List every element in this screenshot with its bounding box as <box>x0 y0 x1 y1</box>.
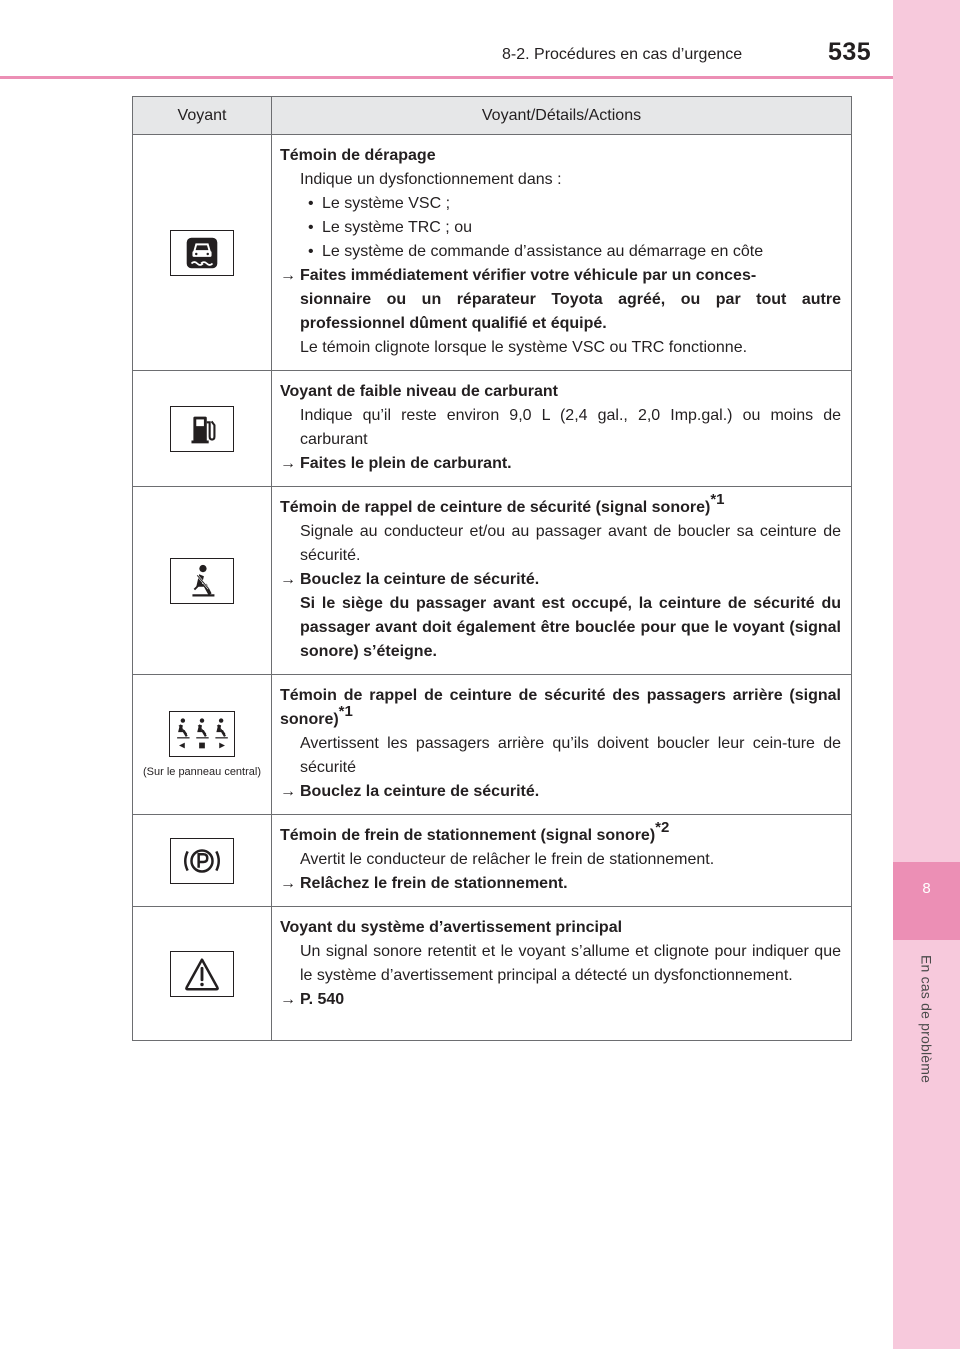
indicator-title: Voyant de faible niveau de carburant <box>280 383 558 400</box>
action-instruction <box>280 264 841 288</box>
indicator-description: Indique un dysfonctionnement dans : <box>300 171 562 188</box>
icon-cell <box>133 907 272 1041</box>
footnote-marker: *1 <box>338 703 353 720</box>
icon-cell <box>133 815 272 907</box>
arrow-icon: → <box>280 571 296 588</box>
table-row <box>133 487 852 675</box>
action-instruction <box>280 568 841 592</box>
action-continuation: Si le siège du passager avant est occupé, la ceinture de sécurité du passager avant doit également être bouclée pour que le voyant (signal sonore) s’éteigne. <box>300 595 841 660</box>
indicator-title: Voyant du système d’avertissement principal <box>280 919 623 936</box>
page-number: 535 <box>828 38 872 66</box>
list-item: • Le système VSC ; <box>280 192 841 216</box>
page-reference-link[interactable]: P. 540 <box>300 991 345 1008</box>
icon-cell <box>133 487 272 675</box>
chapter-label-text: En cas de problème <box>918 955 935 1084</box>
action-text: Faites immédiatement vérifier votre véhicule par un conces- <box>300 267 757 284</box>
arrow-icon: → <box>280 267 296 284</box>
column-header-details: Voyant/Détails/Actions <box>272 97 852 135</box>
table-row <box>133 815 852 907</box>
action-instruction <box>280 988 841 1012</box>
indicator-description: Signale au conducteur et/ou au passager avant de boucler sa ceinture de sécurité. <box>300 523 841 564</box>
indicator-title: Témoin de dérapage <box>280 147 436 164</box>
warning-triangle-icon <box>170 951 234 997</box>
indicator-description: Un signal sonore retentit et le voyant s’allume et clignote pour indiquer que le système d’avertissement principal a détecté un dysfonctionnement. <box>300 943 841 984</box>
parking-brake-icon <box>170 838 234 884</box>
details-cell <box>272 371 852 487</box>
action-instruction <box>280 872 841 896</box>
action-text: Bouclez la ceinture de sécurité. <box>300 571 540 588</box>
footnote-marker: *1 <box>710 491 725 508</box>
skid-indicator-icon <box>170 230 234 276</box>
icon-caption: (Sur le panneau central) <box>142 766 261 778</box>
footnote-marker: *2 <box>655 819 670 836</box>
indicator-title <box>280 684 841 732</box>
details-cell <box>272 815 852 907</box>
side-band <box>893 0 960 1349</box>
section-title: 8-2. Procédures en cas d’urgence <box>502 46 743 63</box>
seatbelt-icon <box>170 558 234 604</box>
table-row <box>133 135 852 371</box>
indicator-table <box>132 96 852 1041</box>
arrow-icon: → <box>280 783 296 800</box>
arrow-icon: → <box>280 991 296 1008</box>
details-cell <box>272 907 852 1041</box>
indicator-title-text: Témoin de frein de stationnement (signal sonore) <box>280 827 656 844</box>
chapter-number: 8 <box>922 880 931 897</box>
indicator-title <box>280 819 841 848</box>
action-text: Relâchez le frein de stationnement. <box>300 875 568 892</box>
arrow-icon: → <box>280 455 296 472</box>
table-row <box>133 675 852 815</box>
indicator-title <box>280 491 841 520</box>
list-item: • Le système de commande d’assistance au démarrage en côte <box>280 240 841 264</box>
rear-seatbelt-icon <box>169 711 235 757</box>
action-instruction <box>280 780 841 804</box>
icon-cell <box>133 675 272 815</box>
icon-cell <box>133 135 272 371</box>
fuel-pump-icon <box>170 406 234 452</box>
indicator-title-text: Témoin de rappel de ceinture de sécurité des passagers arrière (signal sonore) <box>280 687 841 728</box>
indicator-title-text: Témoin de rappel de ceinture de sécurité (signal sonore) <box>280 499 711 516</box>
details-cell <box>272 487 852 675</box>
action-text: Faites le plein de carburant. <box>300 455 512 472</box>
indicator-description: Avertit le conducteur de relâcher le frein de stationnement. <box>300 851 715 868</box>
chapter-tab[interactable] <box>893 862 960 940</box>
action-instruction <box>280 452 841 476</box>
arrow-icon: → <box>280 875 296 892</box>
action-continuation: sionnaire ou un réparateur Toyota agréé, ou par tout autre professionnel dûment qualifié et équipé. <box>300 291 841 332</box>
indicator-description: Indique qu’il reste environ 9,0 L (2,4 gal., 2,0 Imp.gal.) ou moins de carburant <box>300 407 841 448</box>
indicator-note: Le témoin clignote lorsque le système VSC ou TRC fonctionne. <box>300 339 748 356</box>
indicator-description: Avertissent les passagers arrière qu’ils doivent boucler leur cein-ture de sécurité <box>300 735 841 776</box>
details-cell <box>272 135 852 371</box>
icon-cell <box>133 371 272 487</box>
column-header-indicator: Voyant <box>133 97 272 135</box>
list-item: • Le système TRC ; ou <box>280 216 841 240</box>
action-text: Bouclez la ceinture de sécurité. <box>300 783 540 800</box>
table-row <box>133 371 852 487</box>
header-rule <box>0 76 893 79</box>
table-header-row <box>133 97 852 135</box>
chapter-label <box>893 955 960 1125</box>
details-cell <box>272 675 852 815</box>
table-row <box>133 907 852 1041</box>
